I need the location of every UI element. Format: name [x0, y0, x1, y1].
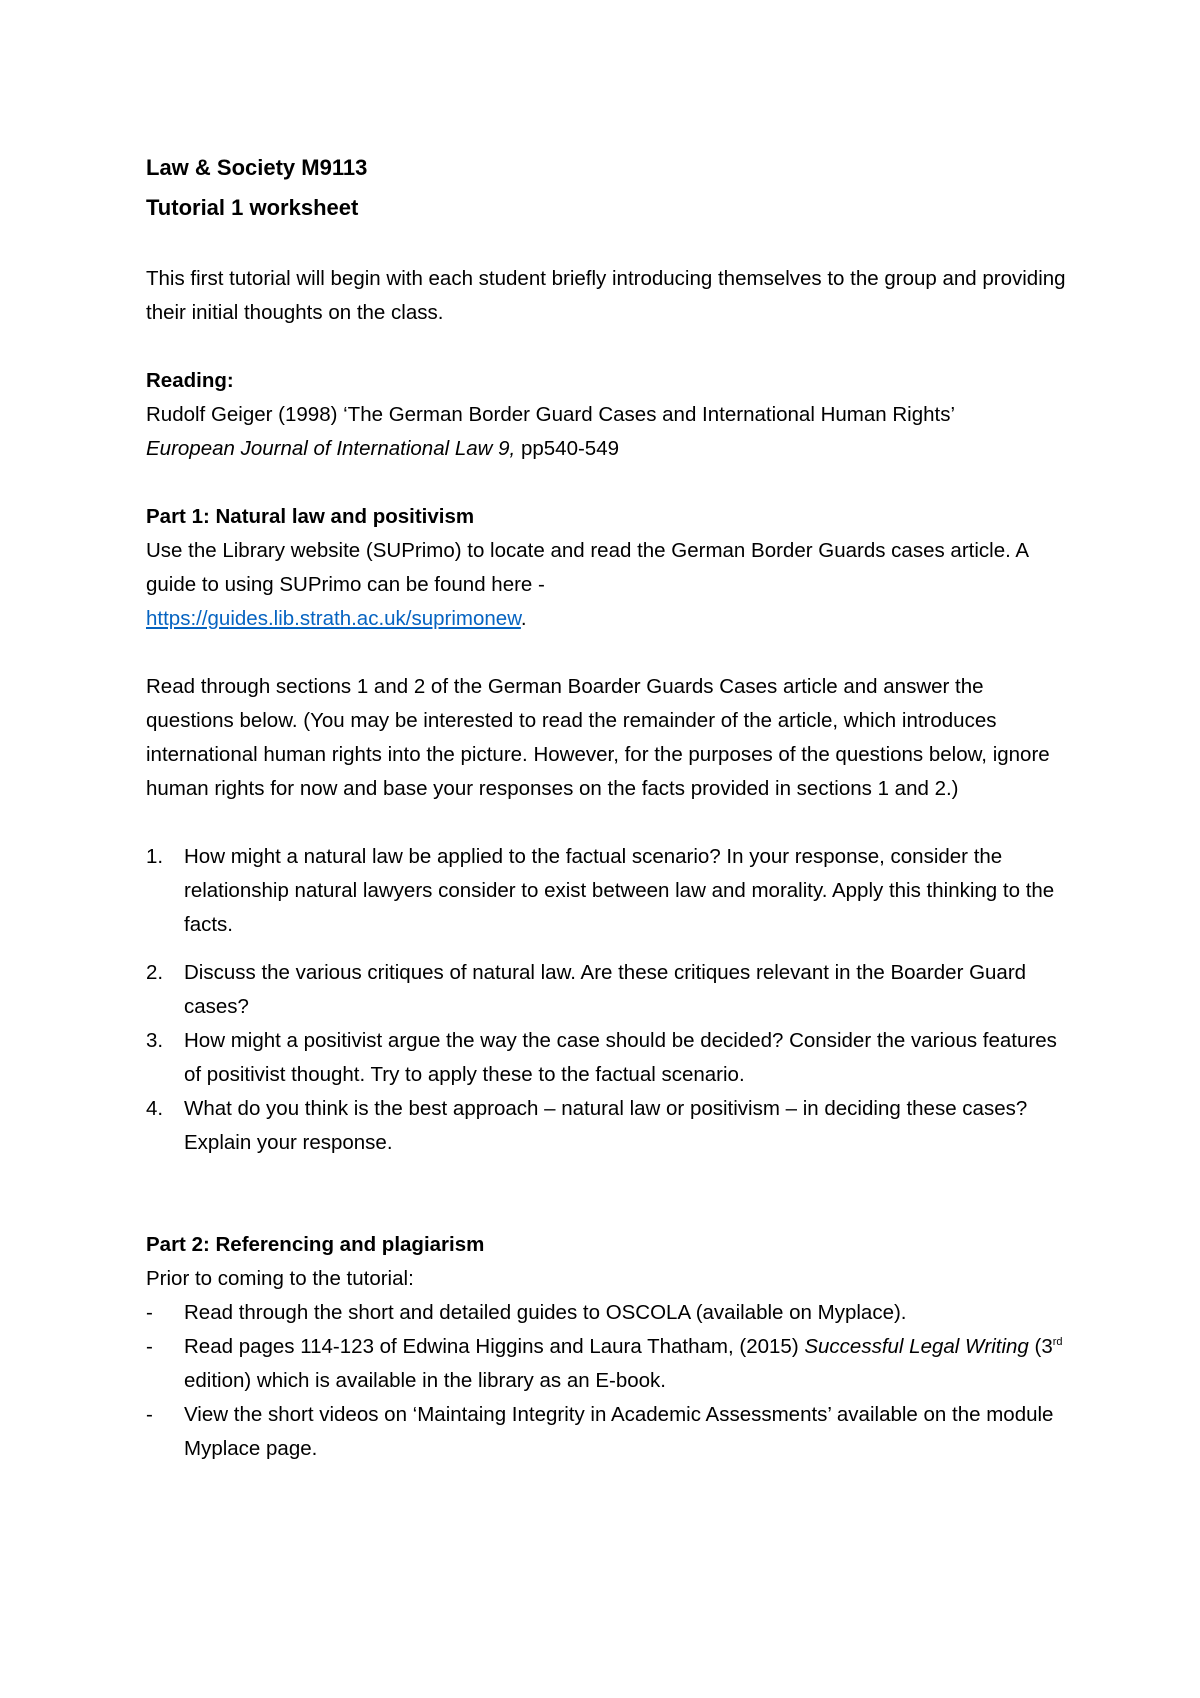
task-text: View the short videos on ‘Maintaing Integrity in Academic Assessments’ available on the module Myplace page. [184, 1403, 1054, 1460]
document-title: Law & Society M9113 [146, 155, 368, 180]
question-number: 4. [146, 1097, 164, 1120]
part1-instruction-text: Use the Library website (SUPrimo) to locate and read the German Border Guards cases article. A guide to using SUPrimo can be found here - [146, 539, 1028, 596]
reading-citation [146, 398, 1076, 466]
link-suffix: . [520, 607, 527, 630]
task-text: Read through the short and detailed guides to OSCOLA (available on Myplace). [184, 1301, 907, 1324]
list-item [146, 1330, 1076, 1398]
question-number: 3. [146, 1029, 164, 1052]
task-paren: (3 [1028, 1335, 1053, 1358]
ordinal-suffix: rd [1052, 1336, 1063, 1348]
reading-citation-main: Rudolf Geiger (1998) ‘The German Border Guard Cases and International Human Rights’ [146, 403, 956, 426]
question-list [146, 840, 1076, 1160]
part2-heading: Part 2: Referencing and plagiarism [146, 1233, 485, 1256]
document-subtitle: Tutorial 1 worksheet [146, 195, 359, 220]
reading-heading: Reading: [146, 369, 234, 392]
task-text-pre: Read pages 114-123 of Edwina Higgins and Laura Thatham, (2015) [184, 1335, 805, 1358]
question-number: 1. [146, 845, 164, 868]
part2-task-list [146, 1296, 1076, 1466]
question-number: 2. [146, 961, 164, 984]
part1-reading-note: Read through sections 1 and 2 of the German Boarder Guards Cases article and answer the questions below. (You may be interested to read the remainder of the article, which introduces international human rights into the picture. However, for the purposes of the questions below, ignore human rights for now and base your responses on the facts provided in sections 1 and 2.) [146, 675, 1050, 800]
question-item [146, 840, 1076, 942]
part1-instruction [146, 534, 1076, 636]
part2-lead: Prior to coming to the tutorial: [146, 1267, 414, 1290]
dash-bullet: - [146, 1335, 153, 1358]
suprimo-guide-link[interactable]: https://guides.lib.strath.ac.uk/suprimonew [146, 607, 521, 630]
question-text: Discuss the various critiques of natural law. Are these critiques relevant in the Boarder Guard cases? [184, 961, 1027, 1018]
dash-bullet: - [146, 1301, 153, 1324]
list-item [146, 1398, 1076, 1466]
intro-paragraph: This first tutorial will begin with each student briefly introducing themselves to the group and providing their initial thoughts on the class. [146, 267, 1066, 324]
dash-bullet: - [146, 1403, 153, 1426]
question-item [146, 956, 1076, 1024]
reading-journal: European Journal of International Law 9, [146, 437, 516, 460]
book-title: Successful Legal Writing [804, 1335, 1029, 1358]
question-text: How might a natural law be applied to the factual scenario? In your response, consider the relationship natural lawyers consider to exist between law and morality. Apply this thinking to the facts. [184, 845, 1055, 936]
reading-pages: pp540-549 [515, 437, 619, 460]
question-text: What do you think is the best approach – natural law or positivism – in deciding these cases? Explain your response. [184, 1097, 1028, 1154]
task-text-post: edition) which is available in the library as an E-book. [184, 1369, 667, 1392]
document-page [146, 148, 1076, 1466]
list-item [146, 1296, 1076, 1330]
question-item [146, 1024, 1076, 1092]
part1-heading: Part 1: Natural law and positivism [146, 505, 475, 528]
question-item [146, 1092, 1076, 1160]
question-text: How might a positivist argue the way the case should be decided? Consider the various features of positivist thought. Try to apply these to the factual scenario. [184, 1029, 1057, 1086]
